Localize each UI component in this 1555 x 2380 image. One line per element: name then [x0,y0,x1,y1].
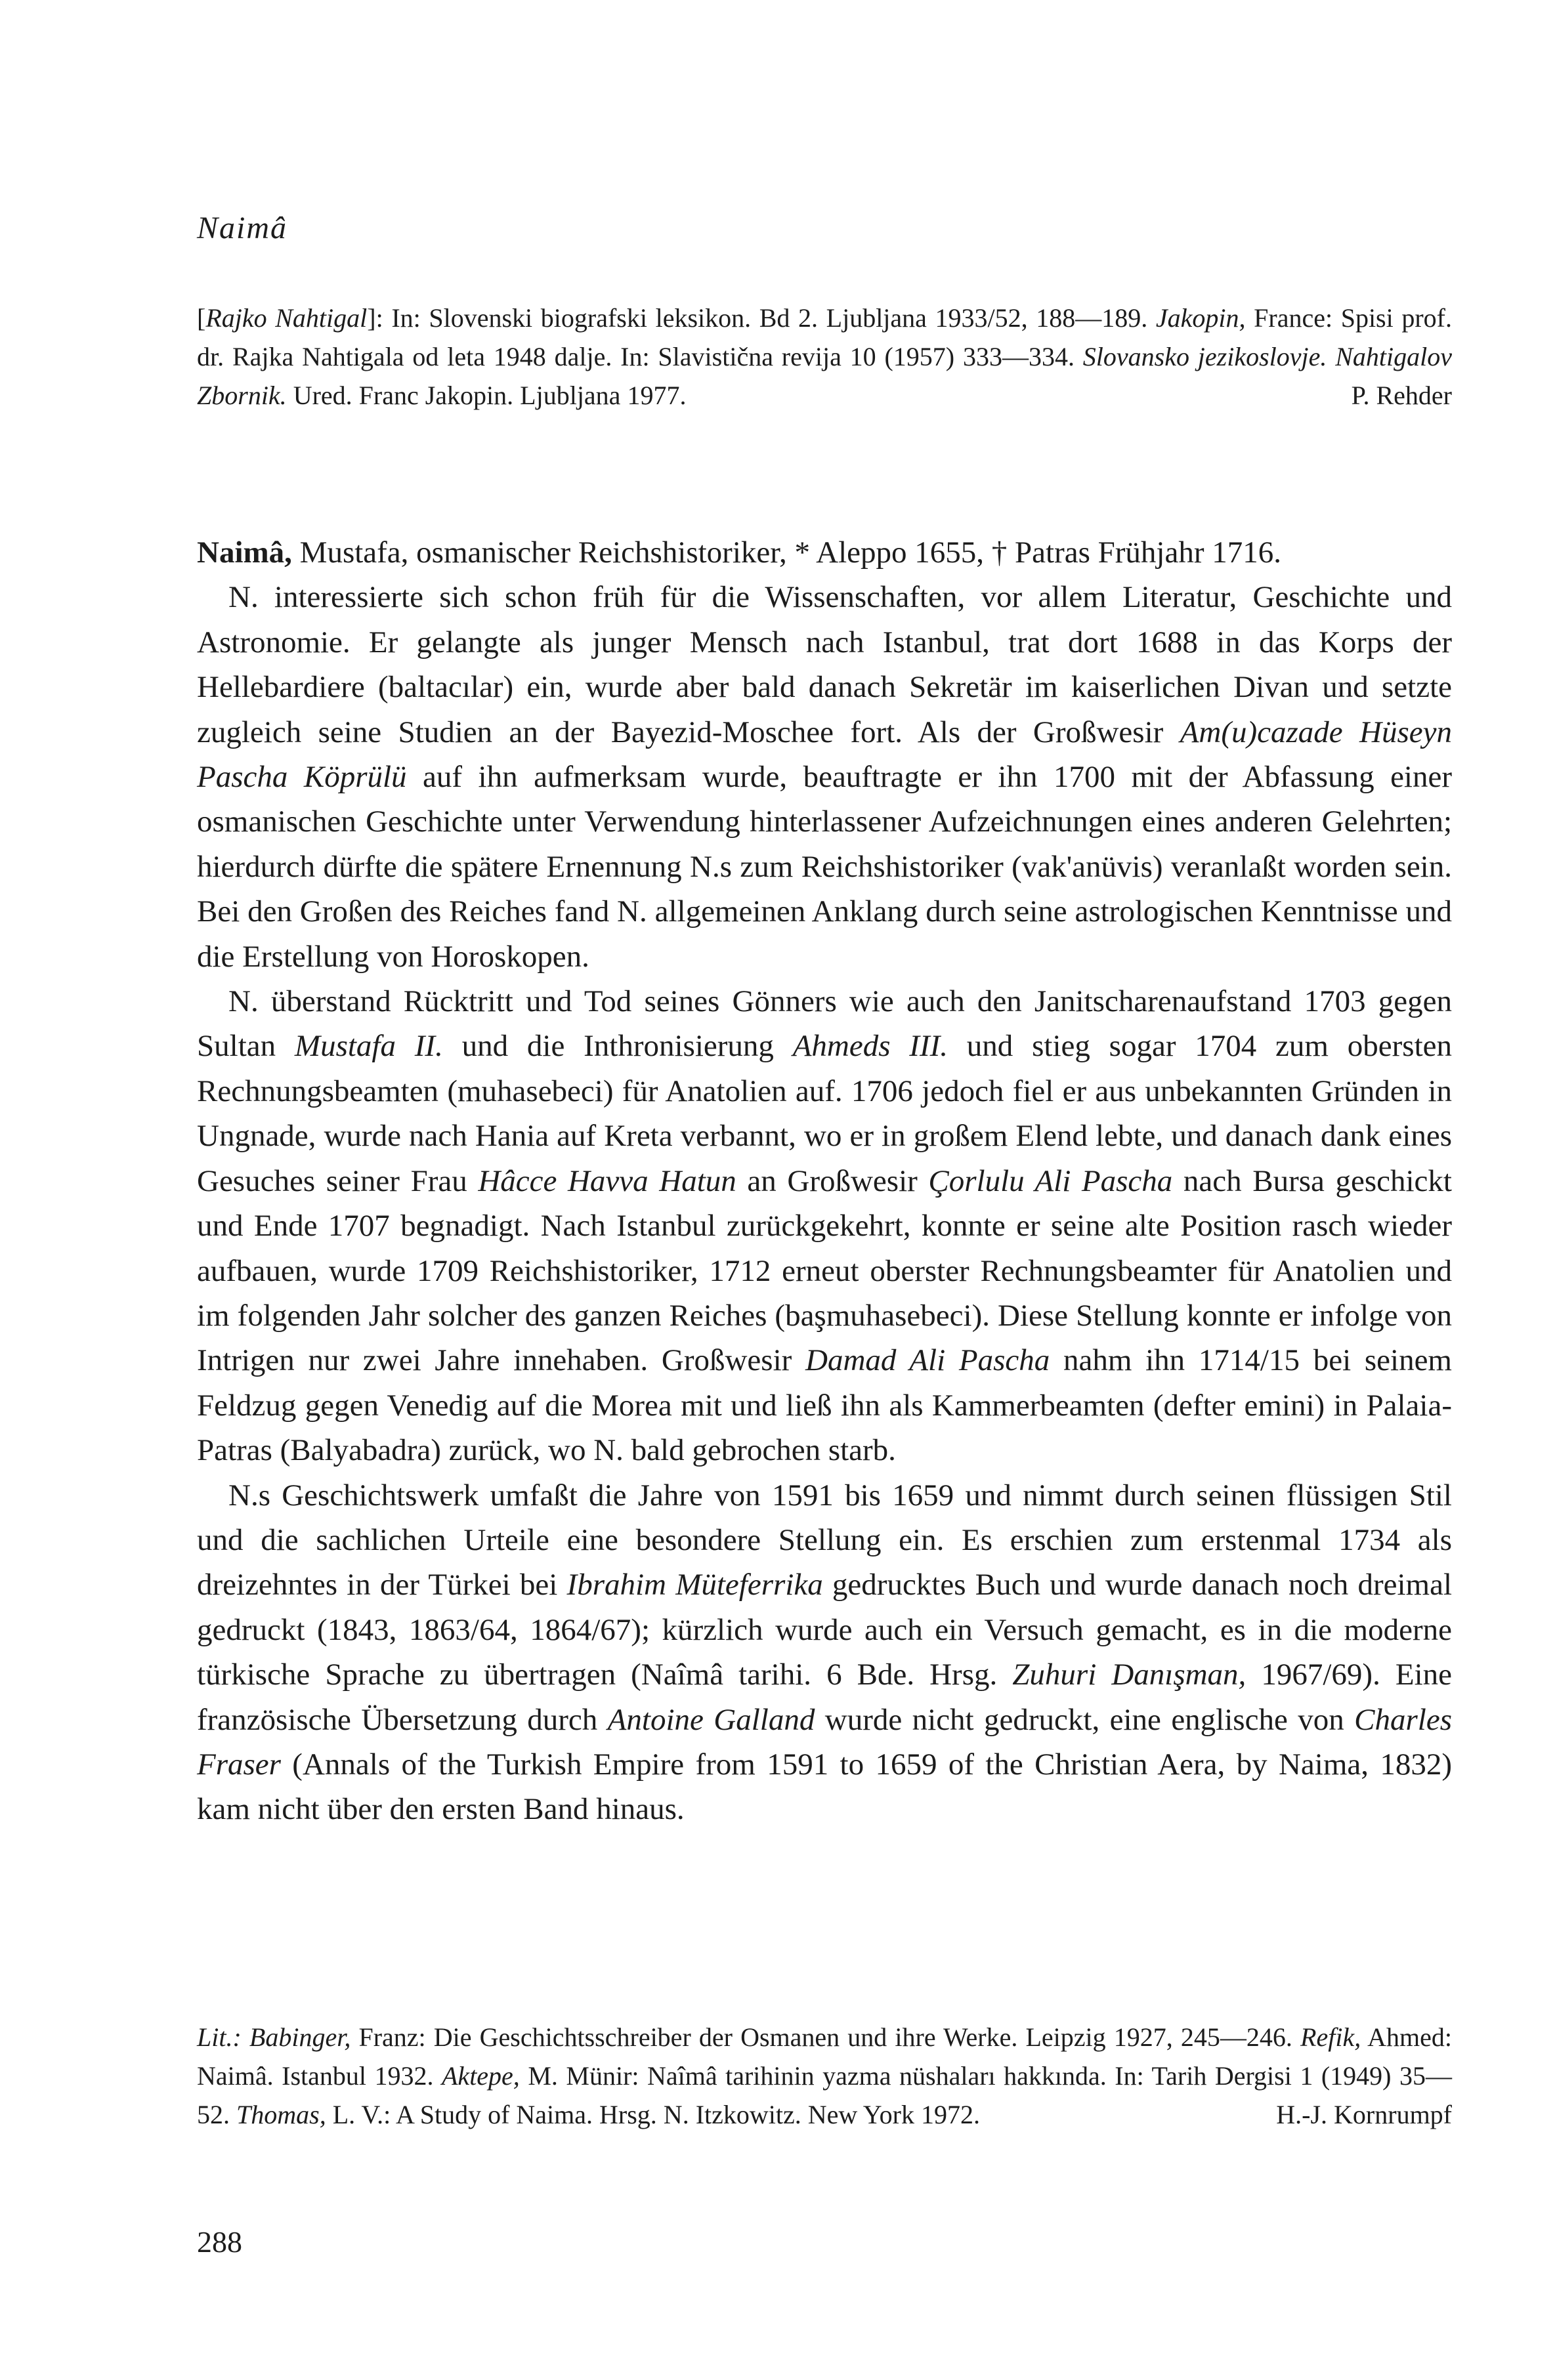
headword: Naimâ, [197,535,292,570]
previous-entry-bibliography: [Rajko Nahtigal]: In: Slovenski biografski leksikon. Bd 2. Ljubljana 1933/52, 188—189. Jakopin, France: Spisi prof. dr. Rajka Nahtigala od leta 1948 dalje. In: Slavistična revija 10 (1957) 333—334. Slovansko jezikoslovje. Nahtigalov Zbornik. Ured. Franc Jakopin. Ljubljana 1977. P. Rehder [197,299,1452,415]
literature-section: Lit.: Babinger, Franz: Die Geschichtsschreiber der Osmanen und ihre Werke. Leipzig 1927, 245—246. Refik, Ahmed: Naimâ. Istanbul 1932. Aktepe, M. Münir: Naîmâ tarihinin yazma nüshaları hakkında. In: Tarih Dergisi 1 (1949) 35—52. Thomas, L. V.: A Study of Naima. Hrsg. N. Itzkowitz. New York 1972. H.-J. Kornrumpf [197,2018,1452,2134]
bib-author: Jakopin, [1155,303,1246,333]
bib-author: Rajko Nahtigal [205,303,368,333]
bib-text: Ured. Franc Jakopin. Ljubljana 1977. [286,381,687,410]
paragraph-3: N.s Geschichtswerk umfaßt die Jahre von 1591 bis 1659 und nimmt durch seinen flüssigen Stil und die sachlichen Urteile eine besondere Stellung ein. Es erschien zum erstenmal 1734 als dreizehntes in der Türkei bei Ibrahim Müteferrika gedrucktes Buch und wurde danach noch dreimal gedruckt (1843, 1863/64, 1864/67); kürzlich wurde auch ein Versuch gemacht, es in die moderne türkische Sprache zu übertragen (Naîmâ tarihi. 6 Bde. Hrsg. Zuhuri Danışman, 1967/69). Eine französische Übersetzung durch Antoine Galland wurde nicht gedruckt, eine englische von Charles Fraser (Annals of the Turkish Empire from 1591 to 1659 of the Christian Aera, by Naima, 1832) kam nicht über den ersten Band hinaus. [197,1478,1452,1827]
entry-naima [197,530,1452,1832]
bib-title: Slovansko jezikoslovje. Nahtigalov Zbornik. [197,342,1452,410]
bib-text: : In: Slovenski biografski leksikon. Bd 2. Ljubljana 1933/52, 188—189. [375,303,1156,333]
author-signature: P. Rehder [1351,381,1452,410]
paragraph-2: N. überstand Rücktritt und Tod seines Gönners wie auch den Janitscharenaufstand 1703 gegen Sultan Mustafa II. und die Inthronisierung Ahmeds III. und stieg sogar 1704 zum obersten Rechnungsbeamten (muhasebeci) für Anatolien auf. 1706 jedoch fiel er aus unbekannten Gründen in Ungnade, wurde nach Hania auf Kreta verbannt, wo er in großem Elend lebte, und danach dank eines Gesuches seiner Frau Hâcce Havva Hatun an Großwesir Çorlulu Ali Pascha nach Bursa geschickt und Ende 1707 begnadigt. Nach Istanbul zurückgekehrt, konnte er seine alte Position rasch wieder aufbauen, wurde 1709 Reichshistoriker, 1712 erneut oberster Rechnungsbeamter für Anatolien und im folgenden Jahr solcher des ganzen Reiches (başmuhasebeci). Diese Stellung konnte er infolge von Intrigen nur zwei Jahre innehaben. Großwesir Damad Ali Pascha nahm ihn 1714/15 bei seinem Feldzug gegen Venedig auf die Morea mit und ließ ihn als Kammerbeamten (defter emini) in Palaia-Patras (Balyabadra) zurück, wo N. bald gebrochen starb. [197,984,1452,1468]
entry-intro [197,530,1452,575]
paragraph-1: N. interessierte sich schon früh für die Wissenschaften, vor allem Literatur, Geschichte und Astronomie. Er gelangte als junger Mensch nach Istanbul, trat dort 1688 in das Korps der Hellebardiere (baltacılar) ein, wurde aber bald danach Sekretär im kaiserlichen Divan und setzte zugleich seine Studien an der Bayezid-Moschee fort. Als der Großwesir Am(u)cazade Hüseyn Pascha Köprülü auf ihn aufmerksam wurde, beauftragte er ihn 1700 mit der Abfassung einer osmanischen Geschichte unter Verwendung hinterlassener Aufzeichnungen eines anderen Gelehrten; hierdurch dürfte die spätere Ernennung N.s zum Reichshistoriker (vak'anüvis) veranlaßt worden sein. Bei den Großen des Reiches fand N. allgemeinen Anklang durch seine astrologischen Kenntnisse und die Erstellung von Horoskopen. [197,580,1453,974]
page-number: 288 [197,2225,242,2259]
literature-label: Lit.: [197,2022,242,2052]
author-signature: H.-J. Kornrumpf [1276,2100,1452,2129]
running-head: Naimâ [197,211,288,245]
bib-text: France: Spisi prof. dr. Rajka Nahtigala od leta 1948 dalje. In: Slavistična revija 10 (1957) 333—334. [197,303,1452,371]
intro-text: Mustafa, osmanischer Reichshistoriker, * Aleppo 1655, † Patras Frühjahr 1716. [291,535,1282,570]
